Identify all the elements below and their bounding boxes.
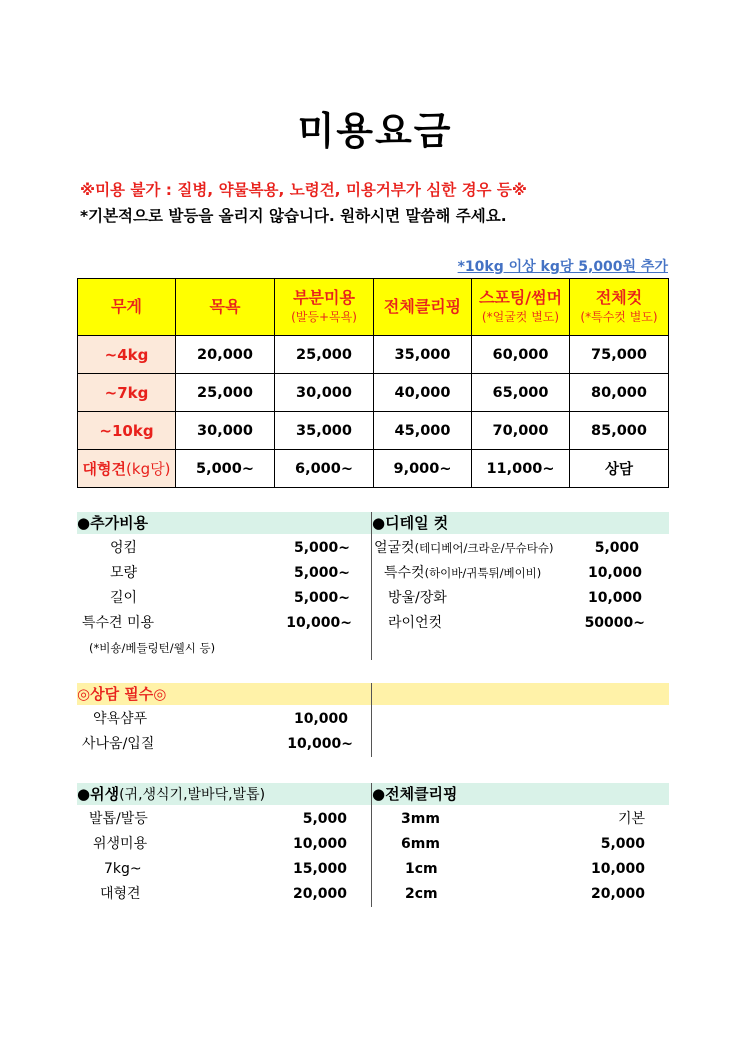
price-cell: 85,000 <box>570 412 669 450</box>
price-cell: 9,000~ <box>374 450 472 488</box>
price-cell: 25,000 <box>275 336 374 374</box>
list-item: 특수컷(하이바/귀툭튀/베이비) 10,000 <box>384 565 642 581</box>
table-row <box>78 336 669 374</box>
price-cell: 75,000 <box>570 336 669 374</box>
clipping-header: ●전체클리핑 <box>372 783 669 805</box>
price-cell: 30,000 <box>275 374 374 412</box>
header-clipping: 전체클리핑 <box>374 279 472 336</box>
list-item: 엉킴 5,000~ <box>110 540 350 556</box>
page-title: 미용요금 <box>297 109 453 153</box>
list-item: 1cm 10,000 <box>405 861 645 877</box>
extra-cost-note: (*비숑/베들링턴/웰시 등) <box>89 641 216 655</box>
price-cell: 상담 <box>570 450 669 488</box>
list-item: 6mm 5,000 <box>401 836 645 852</box>
price-cell: 40,000 <box>374 374 472 412</box>
weight-cell: ~4kg <box>78 336 176 374</box>
price-cell: 45,000 <box>374 412 472 450</box>
price-cell: 60,000 <box>472 336 570 374</box>
table-row <box>78 412 669 450</box>
list-item: 방울/장화 10,000 <box>388 590 642 606</box>
list-item: 사나움/입질 10,000~ <box>82 736 353 752</box>
price-table-header <box>78 279 669 336</box>
price-cell: 6,000~ <box>275 450 374 488</box>
weight-cell: ~10kg <box>78 412 176 450</box>
header-bath: 목욕 <box>176 279 275 336</box>
list-item: 모량 5,000~ <box>110 565 350 581</box>
price-cell: 80,000 <box>570 374 669 412</box>
extra-cost-header: ●추가비용 <box>77 512 372 534</box>
list-item: 3mm 기본 <box>401 811 645 827</box>
header-full-cut: 전체컷 (*특수컷 별도) <box>570 279 669 336</box>
price-cell: 30,000 <box>176 412 275 450</box>
price-table <box>77 278 669 488</box>
table-row <box>78 450 669 488</box>
list-item: 특수견 미용 10,000~ <box>82 615 352 631</box>
list-item: 길이 5,000~ <box>110 590 350 606</box>
list-item: 라이언컷 50000~ <box>388 615 645 631</box>
price-cell: 20,000 <box>176 336 275 374</box>
foot-trim-notice: *기본적으로 발등을 올리지 않습니다. 원하시면 말씀해 주세요. <box>80 207 507 225</box>
consult-header: ◎상담 필수◎ <box>77 683 372 705</box>
price-cell: 35,000 <box>275 412 374 450</box>
price-cell: 5,000~ <box>176 450 275 488</box>
weight-cell: 대형견(kg당) <box>78 450 176 488</box>
list-item: 위생미용 10,000 <box>93 836 347 852</box>
list-item: 2cm 20,000 <box>405 886 645 902</box>
list-item: 약욕샴푸 10,000 <box>93 711 348 727</box>
weight-cell: ~7kg <box>78 374 176 412</box>
header-sporting: 스포팅/썸머 (*얼굴컷 별도) <box>472 279 570 336</box>
extra-weight-note: *10kg 이상 kg당 5,000원 추가 <box>457 259 668 275</box>
list-item: 얼굴컷(테디베어/크라운/무슈타슈) 5,000 <box>374 540 639 556</box>
header-partial: 부분미용 (발등+목욕) <box>275 279 374 336</box>
consult-header-blank <box>372 683 669 705</box>
price-cell: 70,000 <box>472 412 570 450</box>
price-cell: 25,000 <box>176 374 275 412</box>
grooming-restriction-notice: ※미용 불가 : 질병, 약물복용, 노령견, 미용거부가 심한 경우 등※ <box>80 181 527 199</box>
list-item: 발톱/발등 5,000 <box>89 811 347 827</box>
header-weight: 무게 <box>78 279 176 336</box>
detail-cut-header: ●디테일 컷 <box>372 512 669 534</box>
price-cell: 11,000~ <box>472 450 570 488</box>
price-cell: 35,000 <box>374 336 472 374</box>
hygiene-header: ●위생(귀,생식기,발바닥,발톱) <box>77 783 372 805</box>
table-row <box>78 374 669 412</box>
price-cell: 65,000 <box>472 374 570 412</box>
list-item: 7kg~ 15,000 <box>104 861 347 877</box>
list-item: 대형견 20,000 <box>100 886 347 902</box>
